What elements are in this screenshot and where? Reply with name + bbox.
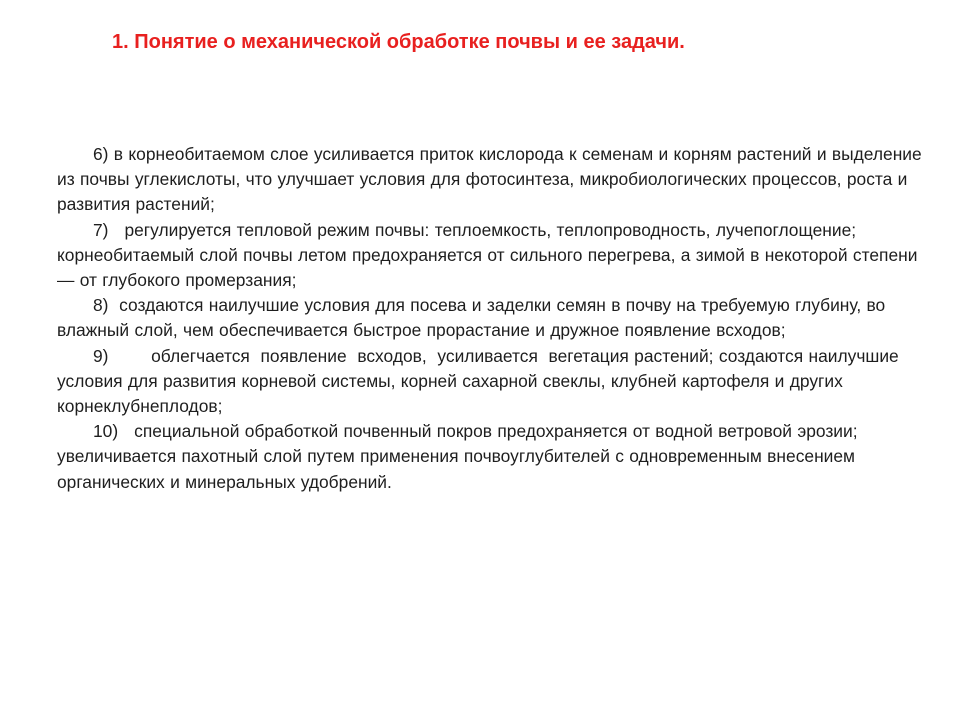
paragraph-10: 10) специальной обработкой почвенный покров предохраняется от водной ветровой эрозии; увеличивается пахотный слой путем применения почвоуглубителей с одновременным внесением органических и минеральных удобрений. [57,421,858,492]
paragraph-8: 8) создаются наилучшие условия для посева и заделки семян в почву на требуемую глубину, во влажный слой, чем обеспечивается быстрое прорастание и дружное появление всходов; [57,295,886,341]
paragraph-6: 6) в корнеобитаемом слое усиливается приток кислорода к семенам и корням растений и выделение из почвы углекислоты, что улучшает условия для фотосинтеза, микробиологических процессов, роста и развития растений; [57,144,922,215]
slide-title: 1. Понятие о механической обработке почвы и ее задачи. [112,31,685,53]
paragraph-9: 9) облегчается появление всходов, усиливается вегетация растений; создаются наилучшие условия для развития корневой системы, корней сахарной свеклы, клубней картофеля и других корнеклубнеплодов; [57,345,899,417]
paragraph-7: 7) регулируется тепловой режим почвы: теплоемкость, теплопроводность, лучепоглощение; корнеобитаемый слой почвы летом предохраняется от сильного перегрева, а зимой в некоторой степени — от глубокого промерзания; [57,219,918,291]
slide-body [57,142,927,495]
